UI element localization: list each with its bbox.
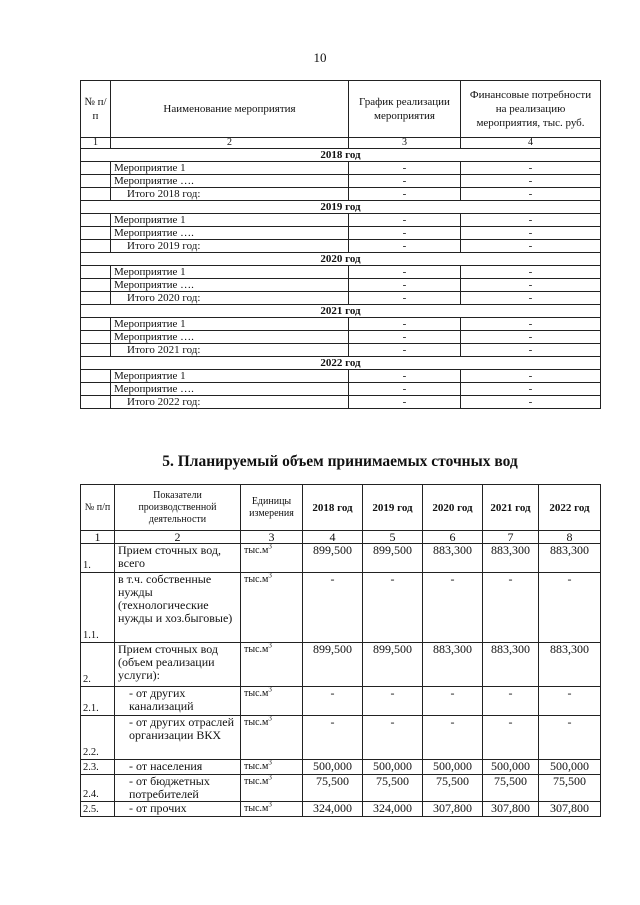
- year-value: 75,500: [539, 775, 601, 802]
- indicator-name: - от населения: [115, 760, 241, 775]
- year-value: 883,300: [483, 643, 539, 687]
- activity-name: Мероприятие ….: [111, 175, 349, 188]
- schedule-value: -: [349, 214, 461, 227]
- row-num-cell: [81, 331, 111, 344]
- row-num-cell: [81, 214, 111, 227]
- year-value: -: [539, 573, 601, 643]
- year-group-row: [81, 149, 601, 162]
- column-numbers-row: [81, 531, 601, 544]
- table-row: [81, 396, 601, 409]
- activity-name: Мероприятие 1: [111, 266, 349, 279]
- unit-text: тыс.м: [244, 776, 269, 787]
- year-value: -: [423, 573, 483, 643]
- activity-name: Мероприятие 1: [111, 370, 349, 383]
- activity-name: Мероприятие ….: [111, 331, 349, 344]
- schedule-value: -: [349, 331, 461, 344]
- finance-value: -: [461, 214, 601, 227]
- schedule-value: -: [349, 227, 461, 240]
- year-group-row: [81, 253, 601, 266]
- indicator-name: - от других отраслей организации ВКХ: [115, 716, 241, 760]
- year-value: 307,800: [423, 802, 483, 817]
- year-value: 75,500: [423, 775, 483, 802]
- finance-value: -: [461, 318, 601, 331]
- year-value: -: [539, 716, 601, 760]
- year-value: -: [303, 687, 363, 716]
- column-number: 7: [483, 531, 539, 544]
- table-row: [81, 383, 601, 396]
- year-value: 500,000: [423, 760, 483, 775]
- schedule-value: -: [349, 266, 461, 279]
- row-number: 2.2.: [81, 716, 115, 760]
- year-value: 883,300: [539, 643, 601, 687]
- year-value: 883,300: [539, 544, 601, 573]
- unit-superscript: 3: [268, 543, 272, 551]
- year-group-label: 2020 год: [81, 253, 601, 266]
- unit-cell: [241, 760, 303, 775]
- table-row: [81, 227, 601, 240]
- finance-value: -: [461, 162, 601, 175]
- schedule-value: -: [349, 175, 461, 188]
- row-num-cell: [81, 292, 111, 305]
- header-unit: Единицы измерения: [241, 485, 303, 531]
- table-row: [81, 760, 601, 775]
- header-schedule: График реализации мероприятия: [349, 81, 461, 138]
- row-num-cell: [81, 344, 111, 357]
- header-finance: Финансовые потребности на реализацию мероприятия, тыс. руб.: [461, 81, 601, 138]
- year-group-row: [81, 201, 601, 214]
- year-value: 500,000: [303, 760, 363, 775]
- unit-text: тыс.м: [244, 717, 269, 728]
- table-row: [81, 266, 601, 279]
- unit-text: тыс.м: [244, 545, 269, 556]
- row-num-cell: [81, 266, 111, 279]
- finance-value: -: [461, 331, 601, 344]
- table-row: [81, 162, 601, 175]
- column-number: 4: [303, 531, 363, 544]
- finance-value: -: [461, 266, 601, 279]
- schedule-value: -: [349, 188, 461, 201]
- year-value: -: [423, 687, 483, 716]
- header-year: 2022 год: [539, 485, 601, 531]
- table-row: [81, 775, 601, 802]
- schedule-value: -: [349, 292, 461, 305]
- row-num-cell: [81, 162, 111, 175]
- table-row: [81, 344, 601, 357]
- row-num-cell: [81, 175, 111, 188]
- row-num-cell: [81, 227, 111, 240]
- unit-text: тыс.м: [244, 803, 269, 814]
- finance-value: -: [461, 175, 601, 188]
- year-value: 307,800: [483, 802, 539, 817]
- finance-value: -: [461, 344, 601, 357]
- activity-name: Мероприятие 1: [111, 318, 349, 331]
- schedule-value: -: [349, 370, 461, 383]
- indicator-name: - от бюджетных потребителей: [115, 775, 241, 802]
- activity-name: Итого 2021 год:: [111, 344, 349, 357]
- activity-name: Мероприятие ….: [111, 279, 349, 292]
- year-value: 75,500: [363, 775, 423, 802]
- table-row: [81, 318, 601, 331]
- page-number: 10: [313, 50, 327, 65]
- table-row: [81, 292, 601, 305]
- schedule-value: -: [349, 396, 461, 409]
- activities-table: [80, 80, 601, 409]
- year-value: 899,500: [363, 643, 423, 687]
- row-number: 2.4.: [81, 775, 115, 802]
- year-value: 883,300: [483, 544, 539, 573]
- unit-cell: [241, 716, 303, 760]
- column-number: 4: [461, 138, 601, 149]
- column-number: 2: [115, 531, 241, 544]
- table-row: [81, 573, 601, 643]
- year-value: -: [303, 716, 363, 760]
- unit-superscript: 3: [268, 715, 272, 723]
- header-activity-name: Наименование мероприятия: [111, 81, 349, 138]
- unit-cell: [241, 544, 303, 573]
- schedule-value: -: [349, 318, 461, 331]
- unit-superscript: 3: [268, 774, 272, 782]
- activity-name: Итого 2022 год:: [111, 396, 349, 409]
- finance-value: -: [461, 383, 601, 396]
- indicator-name: Прием сточных вод, всего: [115, 544, 241, 573]
- indicator-name: Прием сточных вод (объем реализации услуги):: [115, 643, 241, 687]
- row-number: 1.1.: [81, 573, 115, 643]
- year-group-label: 2018 год: [81, 149, 601, 162]
- indicator-name: - от других канализаций: [115, 687, 241, 716]
- table-row: [81, 687, 601, 716]
- wastewater-volume-table: [80, 484, 601, 817]
- year-value: -: [483, 716, 539, 760]
- row-number: 2.1.: [81, 687, 115, 716]
- year-value: -: [363, 716, 423, 760]
- year-value: 324,000: [303, 802, 363, 817]
- table-row: [81, 370, 601, 383]
- activities-table-header: [81, 81, 601, 138]
- year-value: 500,000: [483, 760, 539, 775]
- volume-table-header: [81, 485, 601, 531]
- year-value: 899,500: [303, 544, 363, 573]
- column-numbers-row: [81, 138, 601, 149]
- unit-superscript: 3: [268, 801, 272, 809]
- year-value: 883,300: [423, 544, 483, 573]
- column-number: 8: [539, 531, 601, 544]
- activity-name: Мероприятие 1: [111, 214, 349, 227]
- unit-superscript: 3: [268, 642, 272, 650]
- year-value: 75,500: [483, 775, 539, 802]
- row-num-cell: [81, 318, 111, 331]
- indicator-name: в т.ч. собственные нужды (технологические нужды и хоз.быговые): [115, 573, 241, 643]
- row-num-cell: [81, 188, 111, 201]
- table-row: [81, 279, 601, 292]
- year-value: -: [539, 687, 601, 716]
- year-group-label: 2021 год: [81, 305, 601, 318]
- table-row: [81, 214, 601, 227]
- schedule-value: -: [349, 162, 461, 175]
- unit-superscript: 3: [268, 572, 272, 580]
- finance-value: -: [461, 240, 601, 253]
- year-group-row: [81, 357, 601, 370]
- table-row: [81, 331, 601, 344]
- column-number: 5: [363, 531, 423, 544]
- unit-cell: [241, 775, 303, 802]
- year-value: -: [423, 716, 483, 760]
- activity-name: Мероприятие 1: [111, 162, 349, 175]
- unit-cell: [241, 573, 303, 643]
- finance-value: -: [461, 396, 601, 409]
- year-value: -: [483, 573, 539, 643]
- header-year: 2018 год: [303, 485, 363, 531]
- year-value: 500,000: [539, 760, 601, 775]
- year-value: 500,000: [363, 760, 423, 775]
- table-row: [81, 643, 601, 687]
- schedule-value: -: [349, 279, 461, 292]
- section-title: 5. Планируемый объем принимаемых сточных вод: [162, 453, 518, 470]
- schedule-value: -: [349, 383, 461, 396]
- year-value: 307,800: [539, 802, 601, 817]
- row-num-cell: [81, 396, 111, 409]
- schedule-value: -: [349, 240, 461, 253]
- column-number: 3: [349, 138, 461, 149]
- unit-cell: [241, 643, 303, 687]
- column-number: 3: [241, 531, 303, 544]
- unit-text: тыс.м: [244, 761, 269, 772]
- unit-text: тыс.м: [244, 688, 269, 699]
- table-row: [81, 188, 601, 201]
- unit-text: тыс.м: [244, 644, 269, 655]
- row-num-cell: [81, 370, 111, 383]
- row-number: 2.: [81, 643, 115, 687]
- header-indicator: Показатели производственной деятельности: [115, 485, 241, 531]
- unit-cell: [241, 687, 303, 716]
- year-value: -: [483, 687, 539, 716]
- indicator-name: - от прочих: [115, 802, 241, 817]
- finance-value: -: [461, 279, 601, 292]
- row-num-cell: [81, 279, 111, 292]
- row-number: 2.3.: [81, 760, 115, 775]
- table-row: [81, 544, 601, 573]
- row-num-cell: [81, 240, 111, 253]
- finance-value: -: [461, 370, 601, 383]
- header-year: 2020 год: [423, 485, 483, 531]
- row-num-cell: [81, 383, 111, 396]
- column-number: 6: [423, 531, 483, 544]
- table-row: [81, 240, 601, 253]
- year-group-label: 2022 год: [81, 357, 601, 370]
- year-value: -: [303, 573, 363, 643]
- activity-name: Итого 2019 год:: [111, 240, 349, 253]
- table-row: [81, 716, 601, 760]
- year-value: 899,500: [363, 544, 423, 573]
- header-num: № п/п: [81, 81, 111, 138]
- unit-text: тыс.м: [244, 574, 269, 585]
- row-number: 1.: [81, 544, 115, 573]
- activity-name: Итого 2020 год:: [111, 292, 349, 305]
- unit-cell: [241, 802, 303, 817]
- header-year: 2019 год: [363, 485, 423, 531]
- column-number: 1: [81, 138, 111, 149]
- year-value: 324,000: [363, 802, 423, 817]
- column-number: 1: [81, 531, 115, 544]
- row-number: 2.5.: [81, 802, 115, 817]
- year-group-label: 2019 год: [81, 201, 601, 214]
- year-value: 75,500: [303, 775, 363, 802]
- year-group-row: [81, 305, 601, 318]
- table-row: [81, 802, 601, 817]
- activity-name: Итого 2018 год:: [111, 188, 349, 201]
- unit-superscript: 3: [268, 759, 272, 767]
- year-value: -: [363, 573, 423, 643]
- finance-value: -: [461, 188, 601, 201]
- finance-value: -: [461, 292, 601, 305]
- finance-value: -: [461, 227, 601, 240]
- header-year: 2021 год: [483, 485, 539, 531]
- year-value: 883,300: [423, 643, 483, 687]
- column-number: 2: [111, 138, 349, 149]
- activity-name: Мероприятие ….: [111, 383, 349, 396]
- year-value: 899,500: [303, 643, 363, 687]
- year-value: -: [363, 687, 423, 716]
- table-row: [81, 175, 601, 188]
- schedule-value: -: [349, 344, 461, 357]
- header-num: № п/п: [81, 485, 115, 531]
- unit-superscript: 3: [268, 686, 272, 694]
- activity-name: Мероприятие ….: [111, 227, 349, 240]
